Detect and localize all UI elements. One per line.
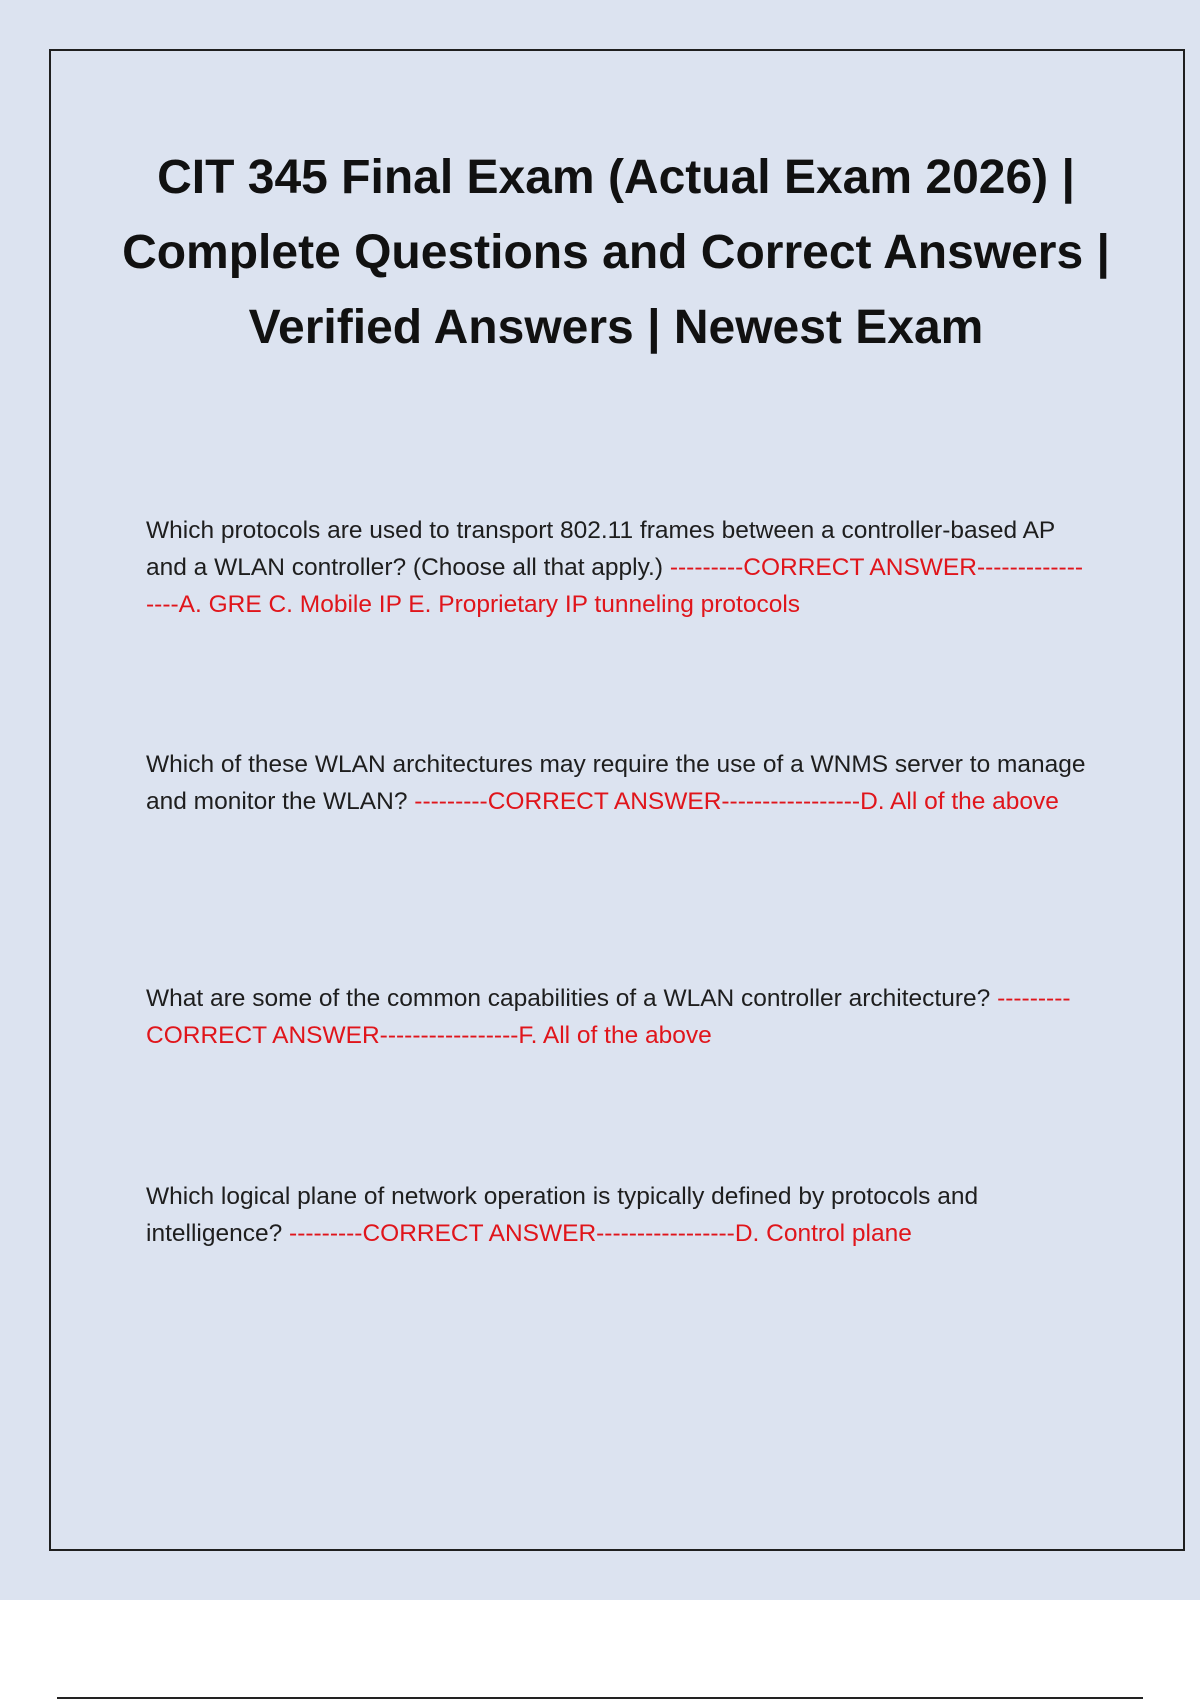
correct-answer: ---------CORRECT ANSWER-----------------D. All of the above (414, 788, 1059, 815)
qa-item-2 (146, 746, 1086, 820)
correct-answer: ---------CORRECT ANSWER-----------------D. Control plane (289, 1220, 912, 1247)
question-text: What are some of the common capabilities of a WLAN controller architecture? (146, 985, 991, 1012)
question-text: Which protocols are used to transport 802.11 frames between a controller-based AP and a WLAN controller? (Choose all that apply.) (146, 517, 1055, 581)
qa-item-4 (146, 1178, 1086, 1252)
question-text: Which logical plane of network operation is typically defined by protocols and intelligence? (146, 1183, 979, 1247)
correct-answer: ---------CORRECT ANSWER-----------------F. All of the above (146, 985, 1071, 1049)
correct-answer: ---------CORRECT ANSWER-----------------A. GRE C. Mobile IP E. Proprietary IP tunneling protocols (146, 554, 1084, 618)
qa-item-1 (146, 512, 1086, 623)
footer-divider (57, 1697, 1143, 1699)
qa-item-3 (146, 980, 1086, 1054)
question-text: Which of these WLAN architectures may require the use of a WNMS server to manage and monitor the WLAN? (146, 751, 1086, 815)
document-title: CIT 345 Final Exam (Actual Exam 2026) | Complete Questions and Correct Answers | Verified Answers | Newest Exam (122, 151, 1110, 354)
